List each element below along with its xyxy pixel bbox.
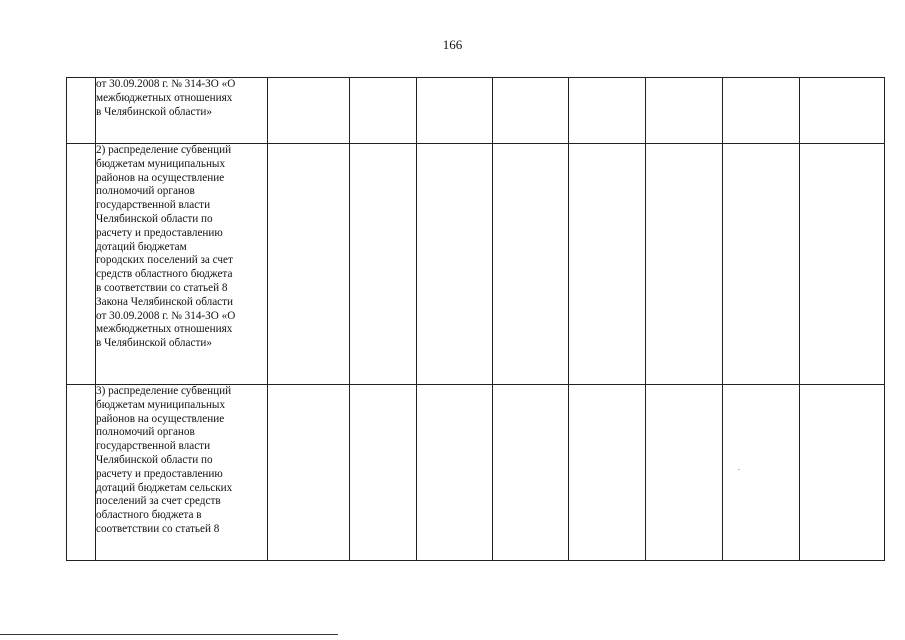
value-cell: [493, 144, 569, 385]
value-cell: [723, 144, 800, 385]
value-cell: [417, 78, 493, 144]
row-number-cell: [67, 385, 96, 561]
value-cell: [493, 78, 569, 144]
page-number: 166: [442, 37, 463, 52]
value-cell: [493, 385, 569, 561]
description-cell: 2) распределение субвенций бюджетам муниципальных районов на осуществление полномочий органов государственной власти Челябинской области по расчету и предоставлению дотаций бюджетам городских поселений за счет средств областного бюджета в соответствии со статьей 8 Закона Челябинской области от 30.09.2008 г. № 314-ЗО «О межбюджетных отношениях в Челябинской области»: [96, 144, 268, 385]
table-row: [67, 385, 885, 561]
value-cell: [646, 385, 723, 561]
value-cell: [268, 78, 350, 144]
table-row: [67, 144, 885, 385]
value-cell: [268, 385, 350, 561]
value-cell: [350, 385, 417, 561]
value-cell: [800, 78, 885, 144]
value-cell: [417, 144, 493, 385]
footnote-rule: [0, 634, 338, 635]
description-cell: 3) распределение субвенций бюджетам муниципальных районов на осуществление полномочий органов государственной власти Челябинской области по расчету и предоставлению дотаций бюджетам сельских поселений за счет средств областного бюджета в соответствии со статьей 8: [96, 385, 268, 561]
value-cell: [350, 144, 417, 385]
value-cell: [646, 144, 723, 385]
table-row: [67, 78, 885, 144]
value-cell: [569, 78, 646, 144]
value-cell: [569, 385, 646, 561]
value-cell: [569, 144, 646, 385]
value-cell: [800, 385, 885, 561]
description-cell: от 30.09.2008 г. № 314-ЗО «О межбюджетных отношениях в Челябинской области»: [96, 78, 268, 144]
value-cell: [723, 78, 800, 144]
value-cell: [350, 78, 417, 144]
budget-table: [66, 77, 885, 561]
value-cell: [268, 144, 350, 385]
value-cell: [646, 78, 723, 144]
row-number-cell: [67, 78, 96, 144]
value-cell: [417, 385, 493, 561]
row-number-cell: [67, 144, 96, 385]
scan-speck: [738, 469, 740, 470]
value-cell: [723, 385, 800, 561]
value-cell: [800, 144, 885, 385]
